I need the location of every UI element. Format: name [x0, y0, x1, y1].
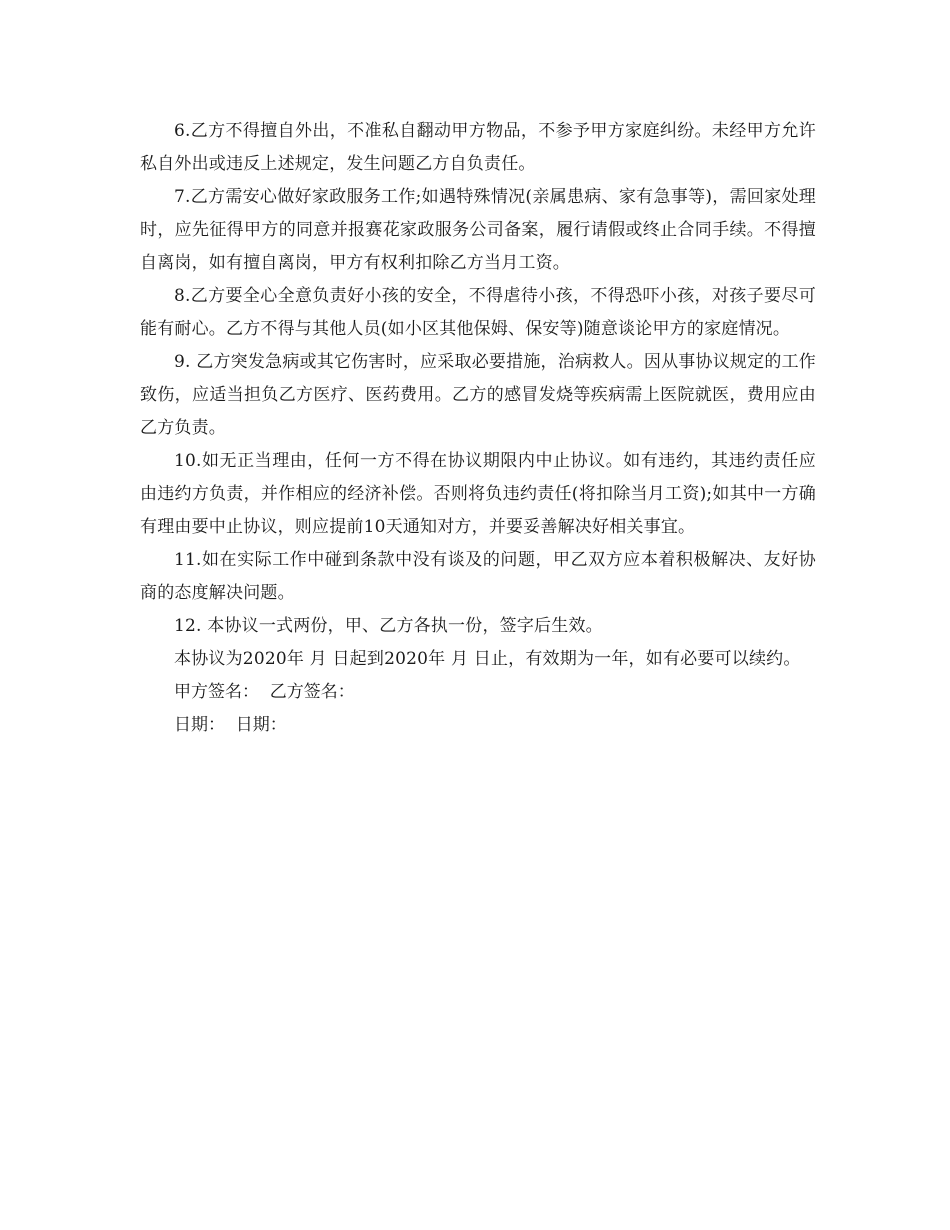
clause-11: 11.如在实际工作中碰到条款中没有谈及的问题，甲乙双方应本着积极解决、友好协商的态度解决问题。: [140, 550, 816, 603]
clause-6: 6.乙方不得擅自外出，不准私自翻动甲方物品，不参予甲方家庭纠纷。未经甲方允许私自外出或违反上述规定，发生问题乙方自负责任。: [140, 121, 816, 174]
signature-line: 甲方签名： 乙方签名：: [174, 682, 355, 702]
clause-7: 7.乙方需安心做好家政服务工作;如遇特殊情况(亲属患病、家有急事等)，需回家处理时，应先征得甲方的同意并报赛花家政服务公司备案，履行请假或终止合同手续。不得擅自离岗，如有擅自离岗，甲方有权利扣除乙方当月工资。: [140, 187, 816, 273]
validity-period-paragraph: 本协议为2020年 月 日起到2020年 月 日止，有效期为一年，如有必要可以续约。: [174, 649, 801, 669]
clause-12: 12. 本协议一式两份，甲、乙方各执一份，签字后生效。: [174, 616, 603, 636]
clause-8: 8.乙方要全心全意负责好小孩的安全，不得虐待小孩，不得恐吓小孩，对孩子要尽可能有耐心。乙方不得与其他人员(如小区其他保姆、保安等)随意谈论甲方的家庭情况。: [140, 286, 816, 339]
clause-10: 10.如无正当理由，任何一方不得在协议期限内中止协议。如有违约，其违约责任应由违约方负责，并作相应的经济补偿。否则将负违约责任(将扣除当月工资);如其中一方确有理由要中止协议，则应提前10天通知对方，并要妥善解决好相关事宜。: [140, 451, 816, 537]
date-line: 日期： 日期：: [174, 715, 287, 735]
document-page: [140, 115, 816, 742]
clause-9: 9. 乙方突发急病或其它伤害时，应采取必要措施，治病救人。因从事协议规定的工作致伤，应适当担负乙方医疗、医药费用。乙方的感冒发烧等疾病需上医院就医，费用应由乙方负责。: [140, 352, 816, 438]
